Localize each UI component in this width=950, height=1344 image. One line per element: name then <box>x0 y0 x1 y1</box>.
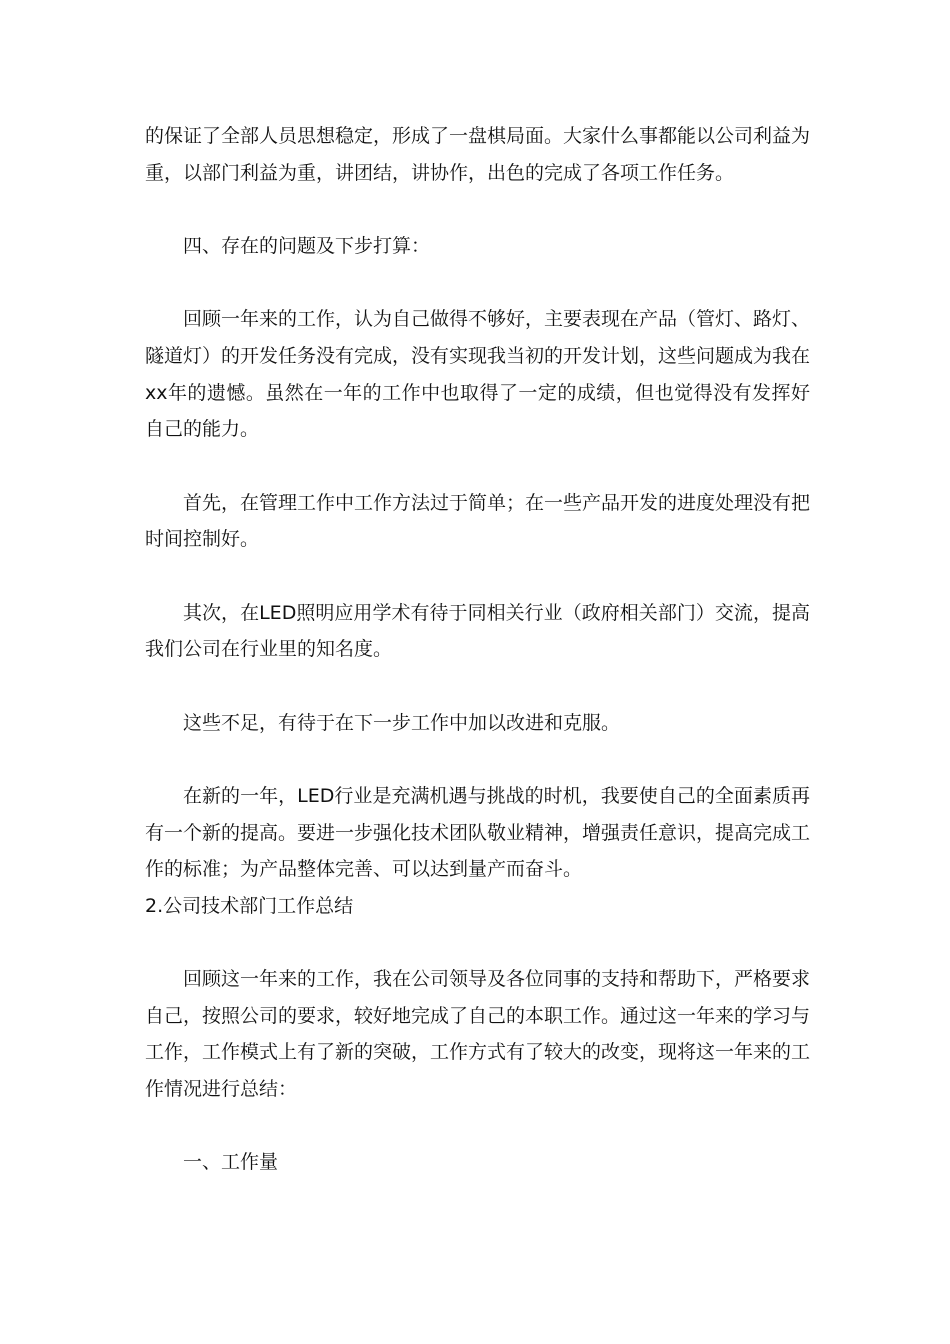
document-page <box>145 118 810 1181</box>
paragraph-new-year: 在新的一年，LED行业是充满机遇与挑战的时机，我要使自己的全面素质再有一个新的提高。要进一步强化技术团队敬业精神，增强责任意识，提高完成工作的标准；为产品整体完善、可以达到量产而奋斗。 <box>145 784 811 881</box>
paragraph-first: 首先，在管理工作中工作方法过于简单；在一些产品开发的进度处理没有把时间控制好。 <box>145 491 811 551</box>
article-title: 2.公司技术部门工作总结 <box>145 894 354 917</box>
section-heading-workload: 一、工作量 <box>183 1151 279 1174</box>
section-heading-problems: 四、存在的问题及下步打算： <box>183 234 431 257</box>
paragraph-review: 回顾一年来的工作，认为自己做得不够好，主要表现在产品（管灯、路灯、隧道灯）的开发任务没有完成，没有实现我当初的开发计划，这些问题成为我在xx年的遗憾。虽然在一年的工作中也取得了一定的成绩，但也觉得没有发挥好自己的能力。 <box>145 308 811 441</box>
paragraph-intro: 回顾这一年来的工作，我在公司领导及各位同事的支持和帮助下，严格要求自己，按照公司的要求，较好地完成了自己的本职工作。通过这一年来的学习与工作，工作模式上有了新的突破，工作方式有了较大的改变，现将这一年来的工作情况进行总结： <box>145 968 811 1100</box>
paragraph-second: 其次，在LED照明应用学术有待于同相关行业（政府相关部门）交流，提高我们公司在行业里的知名度。 <box>145 601 810 661</box>
paragraph-shortcomings: 这些不足，有待于在下一步工作中加以改进和克服。 <box>183 711 621 734</box>
paragraph-continuation: 的保证了全部人员思想稳定，形成了一盘棋局面。大家什么事都能以公司利益为重，以部门利益为重，讲团结，讲协作，出色的完成了各项工作任务。 <box>145 125 811 184</box>
